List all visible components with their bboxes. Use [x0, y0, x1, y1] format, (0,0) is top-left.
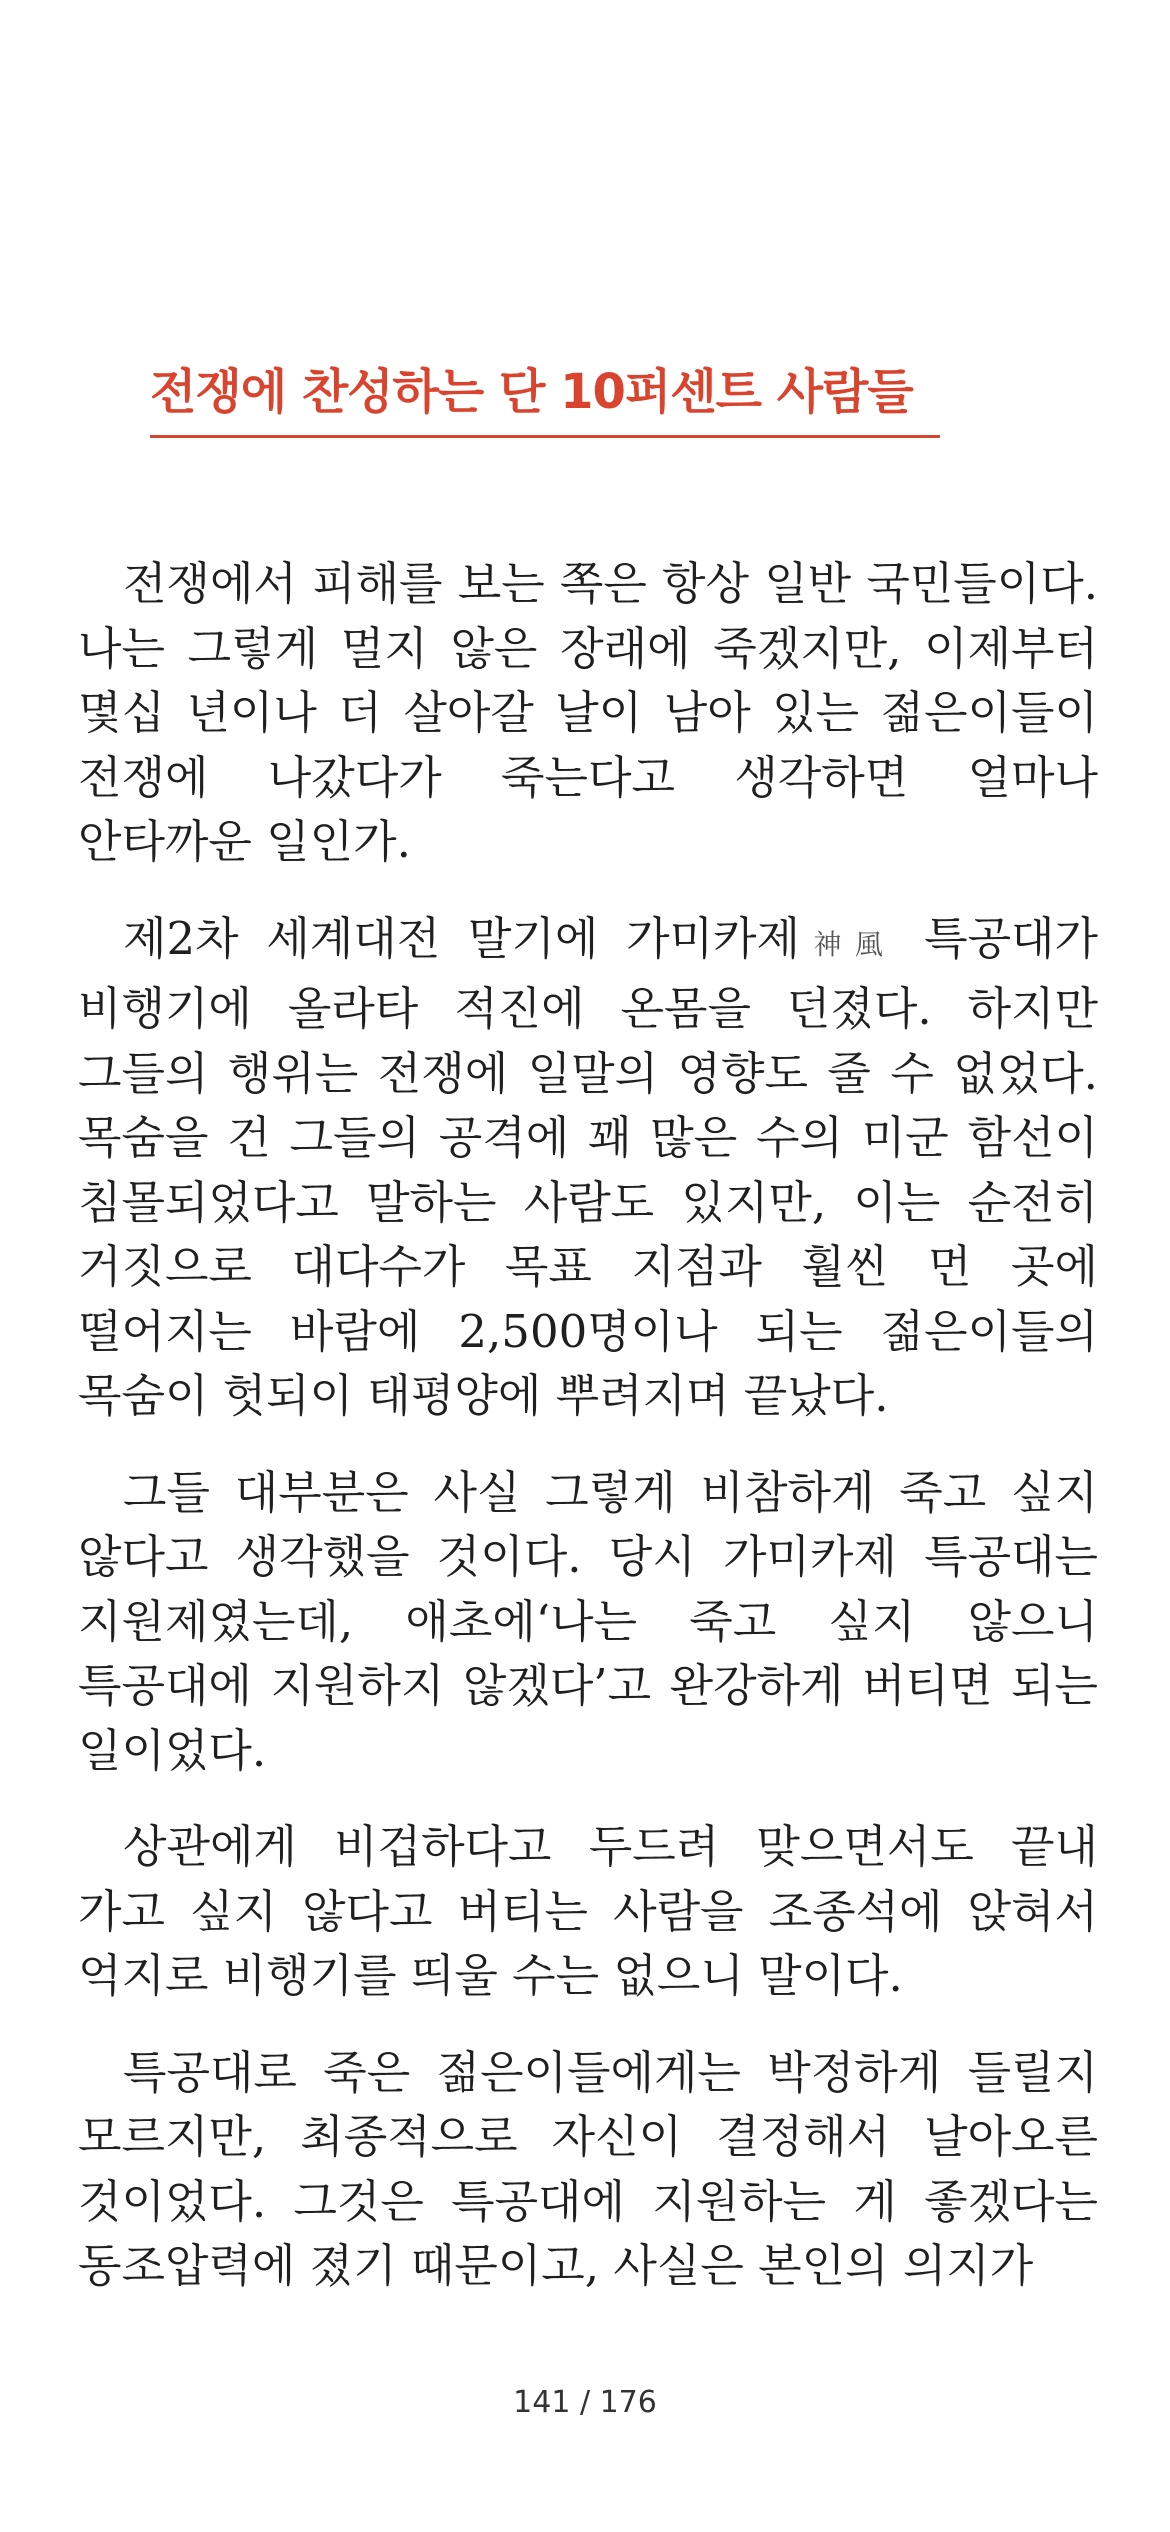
paragraph-3: 그들 대부분은 사실 그렇게 비참하게 죽고 싶지 않다고 생각했을 것이다. 당시 가미카제 특공대는 지원제였는데, 애초에‘나는 죽고 싶지 않으니 특공대에 지원하지 않겠다’고 완강하게 버티면 되는 일이었다.	[78, 1465, 1098, 1777]
page-indicator: 141 / 176	[513, 2385, 657, 2420]
paragraph-2-rest: 특공대가 비행기에 올라타 적진에 온몸을 던졌다. 하지만 그들의 행위는 전쟁에 일말의 영향도 줄 수 없었다. 목숨을 건 그들의 공격에 꽤 많은 수의 미군 함선이 침몰되었다고 말하는 사람도 있지만, 이는 순전히 거짓으로 대다수가 목표 지점과 훨씬 먼 곳에 떨어지는 바람에 2,500명이나 되는 젊은이들의 목숨이 헛되이 태평양에 뿌려지며 끝났다.	[78, 911, 1098, 1422]
paragraph-2-start: 제2차 세계대전 말기에 가미카제	[123, 911, 800, 965]
paragraph-2	[78, 907, 1098, 1429]
paragraph-1: 전쟁에서 피해를 보는 쪽은 항상 일반 국민들이다. 나는 그렇게 멀지 않은 장래에 죽겠지만, 이제부터 몇십 년이나 더 살아갈 날이 남아 있는 젊은이들이 전쟁에 나갔다가 죽는다고 생각하면 얼마나 안타까운 일인가.	[78, 557, 1098, 868]
title-underline	[150, 435, 940, 438]
paragraph-5: 특공대로 죽은 젊은이들에게는 박정하게 들릴지 모르지만, 최종적으로 자신이 결정해서 날아오른 것이었다. 그것은 특공대에 지원하는 게 좋겠다는 동조압력에 졌기 때문이고, 사실은 본인의 의지가	[78, 2045, 1098, 2292]
hanja-annotation: 神風	[800, 927, 897, 961]
paragraph-4: 상관에게 비겁하다고 두드려 맞으면서도 끝내 가고 싶지 않다고 버티는 사람을 조종석에 앉혀서 억지로 비행기를 띄울 수는 없으니 말이다.	[78, 1820, 1098, 2002]
body-text	[78, 552, 1098, 2331]
chapter-title: 전쟁에 찬성하는 단 10퍼센트 사람들	[150, 364, 913, 420]
